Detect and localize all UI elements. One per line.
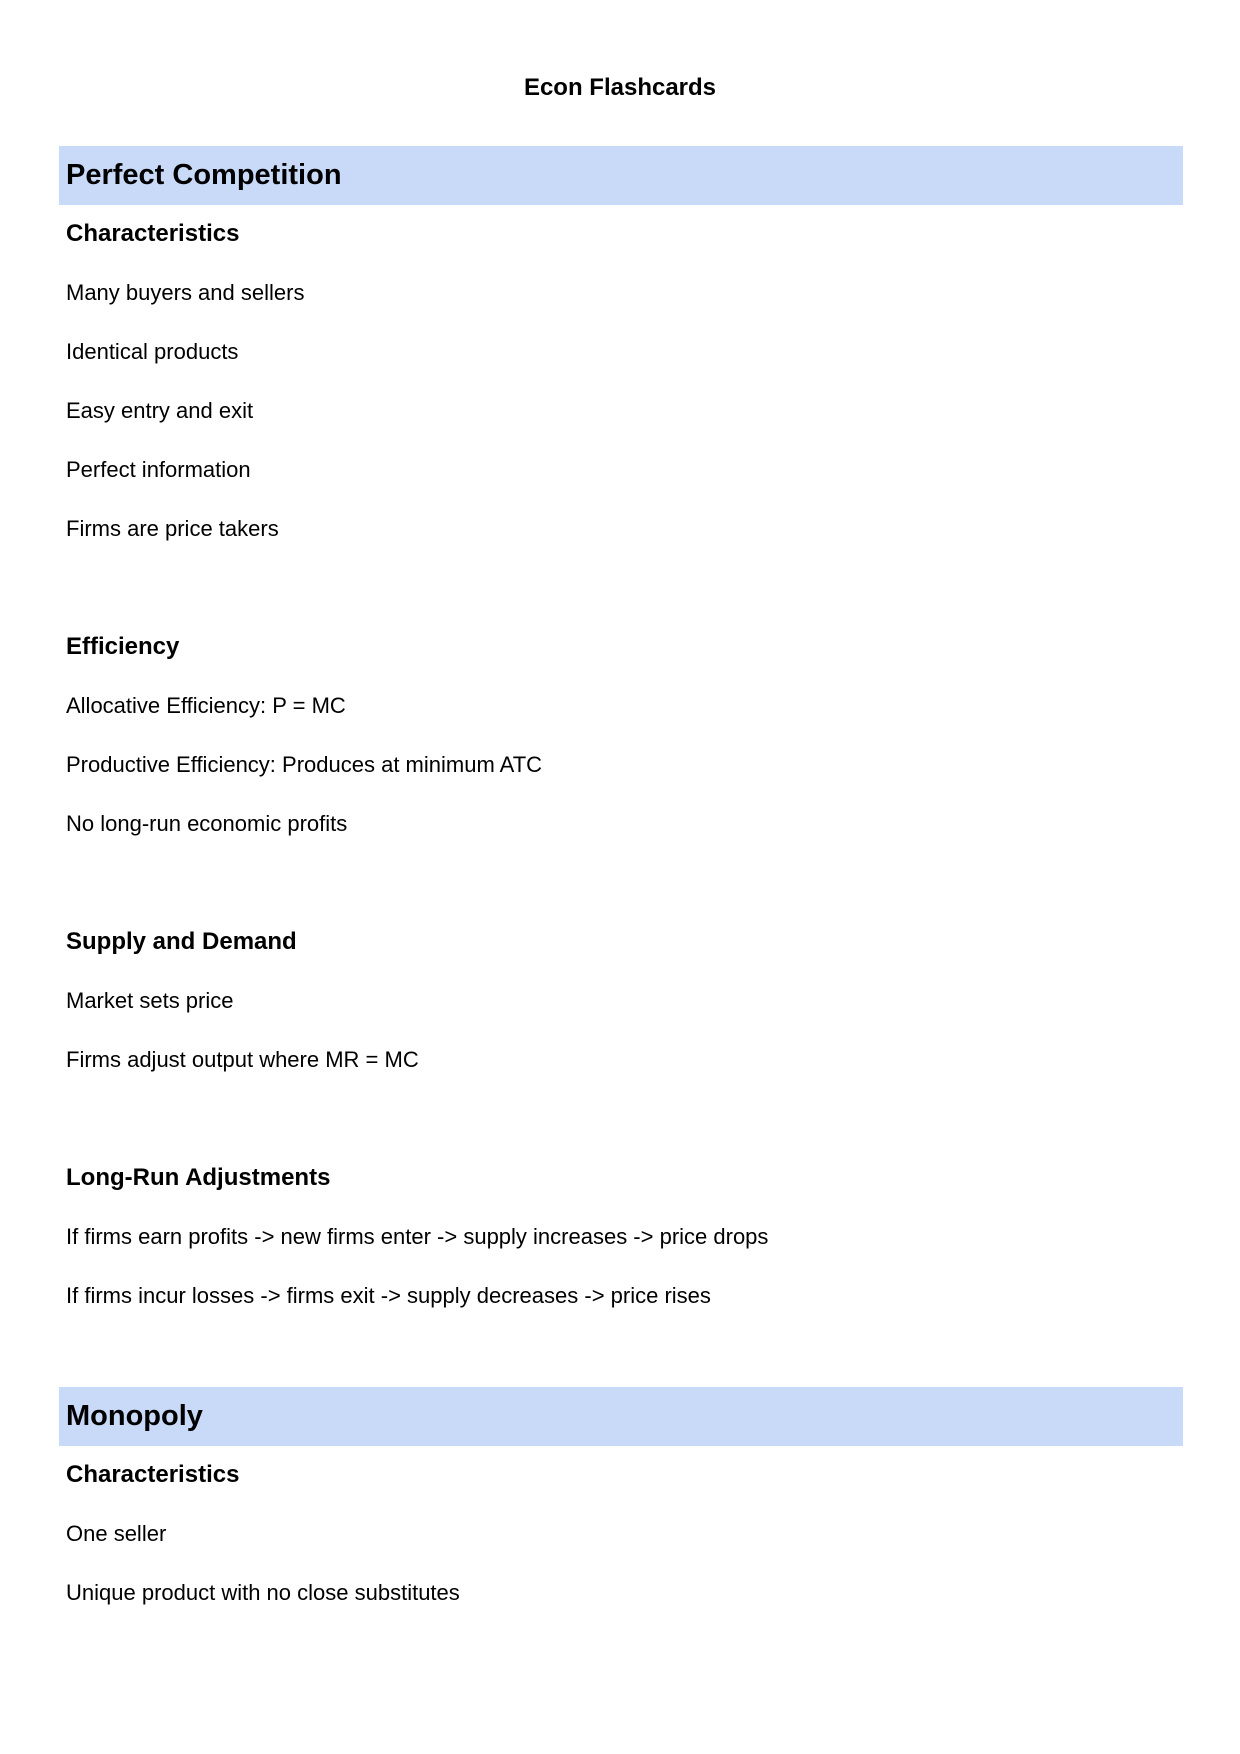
sub-heading-long-run-adjustments: Long-Run Adjustments xyxy=(66,1164,331,1191)
list-item: Allocative Efficiency: P = MC xyxy=(66,693,346,718)
list-item: If firms earn profits -> new firms enter -> supply increases -> price drops xyxy=(66,1224,769,1249)
list-item: Easy entry and exit xyxy=(66,398,254,423)
list-item: Many buyers and sellers xyxy=(66,280,305,305)
list-item: Identical products xyxy=(66,339,239,364)
list-item: If firms incur losses -> firms exit -> supply decreases -> price rises xyxy=(66,1283,711,1308)
sub-heading-efficiency: Efficiency xyxy=(66,633,180,660)
list-item: Unique product with no close substitutes xyxy=(66,1580,460,1605)
list-item: No long-run economic profits xyxy=(66,811,348,836)
list-item: Productive Efficiency: Produces at minimum ATC xyxy=(66,752,543,777)
list-item: Firms adjust output where MR = MC xyxy=(66,1047,419,1072)
list-item: Market sets price xyxy=(66,988,234,1013)
sub-heading-characteristics: Characteristics xyxy=(66,1461,240,1488)
list-item: Perfect information xyxy=(66,457,251,482)
sub-heading-supply-and-demand: Supply and Demand xyxy=(66,928,297,955)
sub-heading-characteristics: Characteristics xyxy=(66,220,240,247)
list-item: One seller xyxy=(66,1521,167,1546)
list-item: Firms are price takers xyxy=(66,516,279,541)
page-title: Econ Flashcards xyxy=(523,74,717,101)
section-header-perfect-competition: Perfect Competition xyxy=(59,146,1183,205)
section-header-monopoly: Monopoly xyxy=(59,1387,1183,1446)
